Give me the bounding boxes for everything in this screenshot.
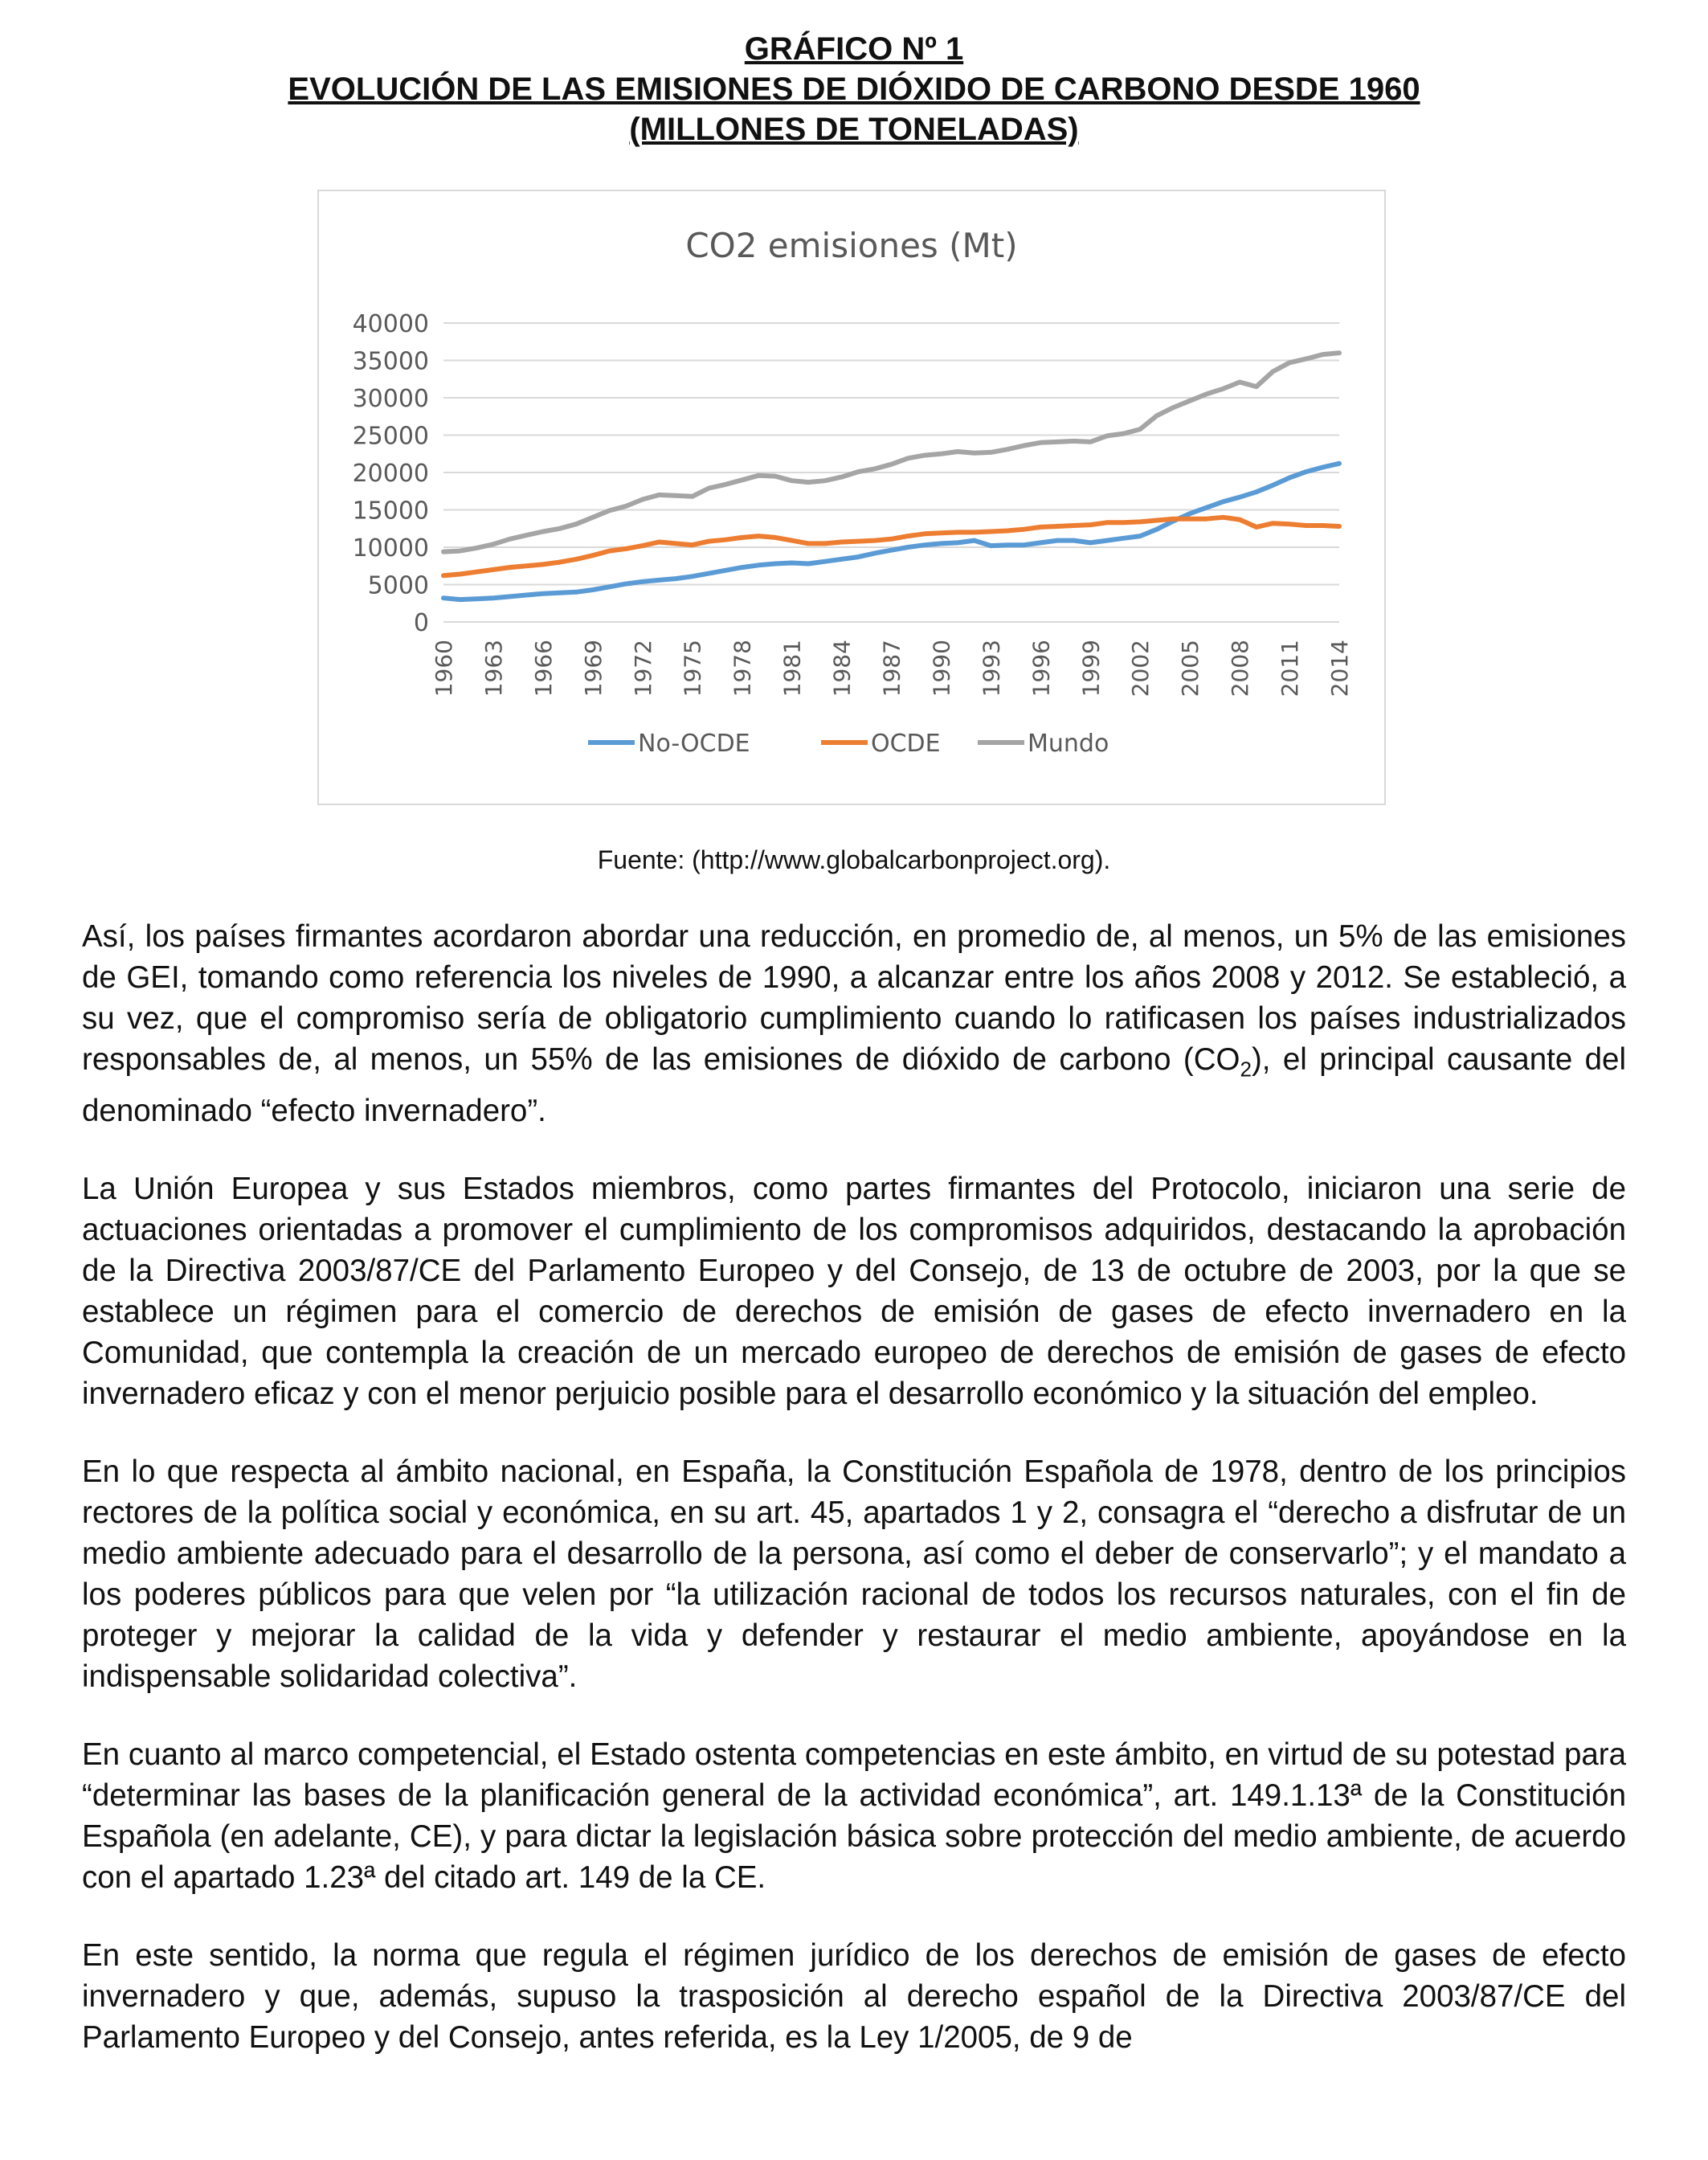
y-tick-label: 25000 <box>352 422 429 451</box>
chart-legend <box>588 730 1109 758</box>
paragraph-1-part-a: Así, los países firmantes acordaron abordar una reducción, en promedio de, al menos, un 5% de las emisiones de GEI, tomando como referencia los niveles de 1990, a alcanzar entre los años 2008 y 2012. Se estableció, a su vez, que el compromiso sería de obligatorio cumplimiento cuando lo ratificasen los países industrializados responsables de, al menos, un 55% de las emisiones de dióxido de carbono (CO <box>82 919 1626 1077</box>
series-line-no-ocde <box>443 464 1339 599</box>
x-tick-label: 1969 <box>579 640 607 698</box>
x-tick-label: 1987 <box>878 640 905 698</box>
x-tick-label: 2002 <box>1127 640 1154 698</box>
y-axis-ticks <box>353 310 429 637</box>
x-tick-label: 1990 <box>928 640 955 698</box>
heading-line-3: (MILLONES DE TONELADAS) <box>629 112 1079 147</box>
heading-line-2: EVOLUCIÓN DE LAS EMISIONES DE DIÓXIDO DE CARBONO DESDE 1960 <box>288 72 1420 107</box>
paragraph-1-subscript: 2 <box>1240 1057 1252 1082</box>
x-tick-label: 1999 <box>1077 640 1105 698</box>
heading-line-1: GRÁFICO Nº 1 <box>744 31 964 67</box>
legend-label-mundo: Mundo <box>1028 730 1109 758</box>
chart-gridlines <box>443 323 1339 622</box>
paragraph-2: La Unión Europea y sus Estados miembros, como partes firmantes del Protocolo, iniciaron una serie de actuaciones orientadas a promover el cumplimiento de los compromisos adquiridos, destacando la aprobación de la Directiva 2003/87/CE del Parlamento Europeo y del Consejo, de 13 de octubre de 2003, por la que se establece un régimen para el comercio de derechos de emisión de gases de efecto invernadero en la Comunidad, que contempla la creación de un mercado europeo de derechos de emisión de gases de efecto invernadero eficaz y con el menor perjuicio posible para el desarrollo económico y la situación del empleo. <box>82 1171 1626 1411</box>
chart-frame <box>317 190 1386 805</box>
y-tick-label: 0 <box>413 609 429 637</box>
x-tick-label: 1963 <box>480 640 507 698</box>
y-tick-label: 30000 <box>352 385 429 413</box>
paragraph-3: En lo que respecta al ámbito nacional, en España, la Constitución Española de 1978, dentro de los principios rectores de la política social y económica, en su art. 45, apartados 1 y 2, consagra el “derecho a disfrutar de un medio ambiente adecuado para el desarrollo de la persona, así como el deber de conservarlo”; y el mandato a los poderes públicos para que velen por “la utilización racional de todos los recursos naturales, con el fin de proteger y mejorar la calidad de la vida y defender y restaurar el medio ambiente, apoyándose en la indispensable solidaridad colectiva”. <box>82 1454 1626 1694</box>
x-axis-ticks <box>431 640 1353 697</box>
paragraph-1 <box>82 916 1626 1131</box>
legend-label-ocde: OCDE <box>871 730 941 758</box>
x-tick-label: 2014 <box>1326 640 1353 698</box>
y-tick-label: 35000 <box>352 347 429 376</box>
x-tick-label: 1984 <box>828 640 856 698</box>
series-line-mundo <box>443 353 1339 551</box>
y-tick-label: 20000 <box>352 460 429 488</box>
y-tick-label: 15000 <box>352 497 429 526</box>
y-tick-label: 5000 <box>367 571 429 600</box>
y-tick-label: 40000 <box>352 310 429 338</box>
x-tick-label: 2011 <box>1277 640 1304 698</box>
legend-label-no-ocde: No-OCDE <box>638 730 750 758</box>
y-tick-label: 10000 <box>352 534 429 562</box>
chart-series <box>443 353 1339 599</box>
x-tick-label: 1972 <box>629 640 656 698</box>
body-text <box>82 916 1626 2095</box>
x-tick-label: 1978 <box>729 640 756 698</box>
x-tick-label: 2008 <box>1227 640 1254 698</box>
paragraph-4: En cuanto al marco competencial, el Estado ostenta competencias en este ámbito, en virtud de su potestad para “determinar las bases de la planificación general de la actividad económica”, art. 149.1.13ª de la Constitución Española (en adelante, CE), y para dictar la legislación básica sobre protección del medio ambiente, de acuerdo con el apartado 1.23ª del citado art. 149 de la CE. <box>82 1737 1626 1895</box>
x-tick-label: 1993 <box>978 640 1005 698</box>
chart-title: CO2 emisiones (Mt) <box>685 226 1018 265</box>
x-tick-label: 1975 <box>679 640 706 698</box>
paragraph-5: En este sentido, la norma que regula el régimen jurídico de los derechos de emisión de gases de efecto invernadero y que, además, supuso la trasposición al derecho español de la Directiva 2003/87/CE del Parlamento Europeo y del Consejo, antes referida, es la Ley 1/2005, de 9 de <box>82 1937 1626 2055</box>
paragraph-1-part-b: ), el principal causante del denominado “efecto invernadero”. <box>82 1042 1627 1128</box>
x-tick-label: 1981 <box>778 640 806 698</box>
x-tick-label: 1966 <box>529 640 557 698</box>
co2-emissions-chart <box>319 191 1384 804</box>
x-tick-label: 1960 <box>431 640 457 698</box>
chart-source: Fuente: (http://www.globalcarbonproject.org). <box>597 845 1111 874</box>
x-tick-label: 1996 <box>1028 640 1055 698</box>
x-tick-label: 2005 <box>1177 640 1204 698</box>
document-heading <box>0 29 1708 149</box>
